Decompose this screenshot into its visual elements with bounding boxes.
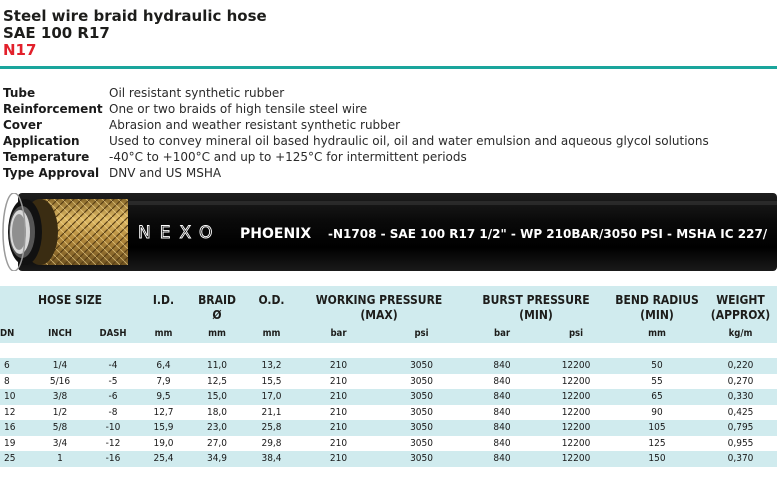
table-row [0, 358, 777, 374]
hose-illustration [0, 193, 777, 271]
table-row [0, 405, 777, 421]
unit-wp-psi: psi [381, 323, 462, 343]
bend-radius-qualifier: (MIN) [610, 307, 704, 323]
cell-weight: 0,220 [704, 358, 777, 374]
cell-wp-psi: 3050 [381, 451, 462, 467]
product-code: N17 [3, 41, 37, 59]
cell-bp-bar: 840 [462, 420, 542, 436]
cell-dn: 16 [0, 420, 34, 436]
cell-inch: 1 [34, 451, 86, 467]
cell-bp-bar: 840 [462, 451, 542, 467]
unit-id: mm [140, 323, 187, 343]
spec-table-wrap [0, 286, 777, 467]
cell-weight: 0,330 [704, 389, 777, 405]
cell-wp-bar: 210 [296, 389, 381, 405]
cell-wp-psi: 3050 [381, 436, 462, 452]
cell-wp-bar: 210 [296, 451, 381, 467]
unit-dn: DN [0, 323, 34, 343]
unit-wp-bar: bar [296, 323, 381, 343]
table-row [0, 389, 777, 405]
spec-value: DNV and US MSHA [109, 166, 222, 180]
product-title: Steel wire braid hydraulic hose [3, 7, 267, 25]
spec-row [3, 165, 709, 181]
cell-id: 19,0 [140, 436, 187, 452]
spec-label: Reinforcement [3, 102, 103, 116]
cell-dash: -4 [86, 358, 140, 374]
cell-dn: 25 [0, 451, 34, 467]
spec-table [0, 286, 777, 467]
spec-label: Type Approval [3, 166, 100, 180]
cell-braid: 27,0 [187, 436, 247, 452]
col-od: O.D. [247, 286, 296, 307]
spec-value: Oil resistant synthetic rubber [109, 86, 285, 100]
spec-row [3, 101, 709, 117]
cell-id: 9,5 [140, 389, 187, 405]
cell-dn: 6 [0, 358, 34, 374]
cell-wp-psi: 3050 [381, 374, 462, 390]
cell-weight: 0,270 [704, 374, 777, 390]
cell-bp-bar: 840 [462, 374, 542, 390]
working-pressure-qualifier: (MAX) [296, 307, 462, 323]
spec-value: Used to convey mineral oil based hydraulic oil, oil and water emulsion and aqueous glycol solutions [109, 134, 709, 148]
cell-wp-psi: 3050 [381, 358, 462, 374]
cell-wp-psi: 3050 [381, 389, 462, 405]
unit-bp-bar: bar [462, 323, 542, 343]
table-units-row [0, 323, 777, 343]
cell-inch: 1/2 [34, 405, 86, 421]
cell-bend-radius: 65 [610, 389, 704, 405]
cell-od: 17,0 [247, 389, 296, 405]
spec-row [3, 117, 709, 133]
cell-inch: 3/8 [34, 389, 86, 405]
col-hose-size: HOSE SIZE [0, 286, 140, 307]
cell-od: 38,4 [247, 451, 296, 467]
cell-dash: -6 [86, 389, 140, 405]
cell-bend-radius: 105 [610, 420, 704, 436]
cell-weight: 0,425 [704, 405, 777, 421]
cell-od: 25,8 [247, 420, 296, 436]
cell-bp-bar: 840 [462, 389, 542, 405]
spec-label: Application [3, 134, 80, 148]
cell-braid: 12,5 [187, 374, 247, 390]
table-header-row [0, 286, 777, 307]
cell-bp-psi: 12200 [542, 405, 610, 421]
col-working-pressure: WORKING PRESSURE [296, 286, 462, 307]
cell-bp-psi: 12200 [542, 374, 610, 390]
hose-print-phoenix: PHOENIX [240, 226, 312, 242]
table-row [0, 374, 777, 390]
cell-wp-bar: 210 [296, 436, 381, 452]
cell-id: 12,7 [140, 405, 187, 421]
cell-wp-bar: 210 [296, 374, 381, 390]
header-divider [0, 66, 777, 69]
burst-pressure-qualifier: (MIN) [462, 307, 610, 323]
spec-row [3, 85, 709, 101]
cell-braid: 18,0 [187, 405, 247, 421]
cell-bend-radius: 50 [610, 358, 704, 374]
unit-bp-psi: psi [542, 323, 610, 343]
braid-diameter-symbol: Ø [187, 307, 247, 323]
cell-bp-psi: 12200 [542, 358, 610, 374]
product-standard: SAE 100 R17 [3, 24, 110, 42]
cell-dn: 19 [0, 436, 34, 452]
spec-value: One or two braids of high tensile steel wire [109, 102, 368, 116]
cell-wp-bar: 210 [296, 405, 381, 421]
spec-label: Cover [3, 118, 42, 132]
cell-dash: -8 [86, 405, 140, 421]
hose-print-marking: -N1708 - SAE 100 R17 1/2" - WP 210BAR/3050 PSI - MSHA IC 227/ [328, 227, 768, 241]
table-row [0, 436, 777, 452]
cell-wp-psi: 3050 [381, 405, 462, 421]
cell-inch: 5/16 [34, 374, 86, 390]
cell-bp-bar: 840 [462, 358, 542, 374]
cell-dn: 8 [0, 374, 34, 390]
col-weight: WEIGHT [704, 286, 777, 307]
cell-dash: -16 [86, 451, 140, 467]
cell-bp-bar: 840 [462, 436, 542, 452]
cell-braid: 11,0 [187, 358, 247, 374]
cell-od: 15,5 [247, 374, 296, 390]
cell-bp-psi: 12200 [542, 436, 610, 452]
unit-inch: INCH [34, 323, 86, 343]
col-id: I.D. [140, 286, 187, 307]
cell-bp-bar: 840 [462, 405, 542, 421]
cell-od: 13,2 [247, 358, 296, 374]
spec-value: -40°C to +100°C and up to +125°C for intermittent periods [109, 150, 467, 164]
cell-inch: 1/4 [34, 358, 86, 374]
spec-row [3, 133, 709, 149]
unit-dash: DASH [86, 323, 140, 343]
cell-wp-psi: 3050 [381, 420, 462, 436]
cell-od: 21,1 [247, 405, 296, 421]
cell-wp-bar: 210 [296, 358, 381, 374]
spec-label: Tube [3, 86, 36, 100]
unit-bend: mm [610, 323, 704, 343]
unit-braid: mm [187, 323, 247, 343]
cell-wp-bar: 210 [296, 420, 381, 436]
cell-weight: 0,955 [704, 436, 777, 452]
table-row [0, 451, 777, 467]
unit-od: mm [247, 323, 296, 343]
cell-weight: 0,795 [704, 420, 777, 436]
cell-bp-psi: 12200 [542, 451, 610, 467]
cell-weight: 0,370 [704, 451, 777, 467]
cell-braid: 23,0 [187, 420, 247, 436]
spec-value: Abrasion and weather resistant synthetic rubber [109, 118, 401, 132]
cell-id: 7,9 [140, 374, 187, 390]
col-bend-radius: BEND RADIUS [610, 286, 704, 307]
cell-braid: 34,9 [187, 451, 247, 467]
cell-dash: -5 [86, 374, 140, 390]
cell-bend-radius: 90 [610, 405, 704, 421]
cell-bp-psi: 12200 [542, 389, 610, 405]
cell-bend-radius: 125 [610, 436, 704, 452]
cell-dash: -10 [86, 420, 140, 436]
table-body [0, 358, 777, 467]
spec-row [3, 149, 709, 165]
cell-dn: 12 [0, 405, 34, 421]
product-header [3, 8, 267, 59]
cell-dn: 10 [0, 389, 34, 405]
cell-id: 25,4 [140, 451, 187, 467]
table-row [0, 420, 777, 436]
spec-label: Temperature [3, 150, 90, 164]
spec-list [3, 85, 709, 181]
col-burst-pressure: BURST PRESSURE [462, 286, 610, 307]
cell-bp-psi: 12200 [542, 420, 610, 436]
table-subheader-row [0, 307, 777, 323]
cell-od: 29,8 [247, 436, 296, 452]
weight-qualifier: (APPROX) [704, 307, 777, 323]
col-braid: BRAID [187, 286, 247, 307]
cell-dash: -12 [86, 436, 140, 452]
cell-inch: 3/4 [34, 436, 86, 452]
cell-id: 15,9 [140, 420, 187, 436]
unit-weight: kg/m [704, 323, 777, 343]
cell-braid: 15,0 [187, 389, 247, 405]
hose-print-nexo: NEXO [138, 223, 222, 243]
cell-id: 6,4 [140, 358, 187, 374]
cell-bend-radius: 150 [610, 451, 704, 467]
cell-bend-radius: 55 [610, 374, 704, 390]
cell-inch: 5/8 [34, 420, 86, 436]
